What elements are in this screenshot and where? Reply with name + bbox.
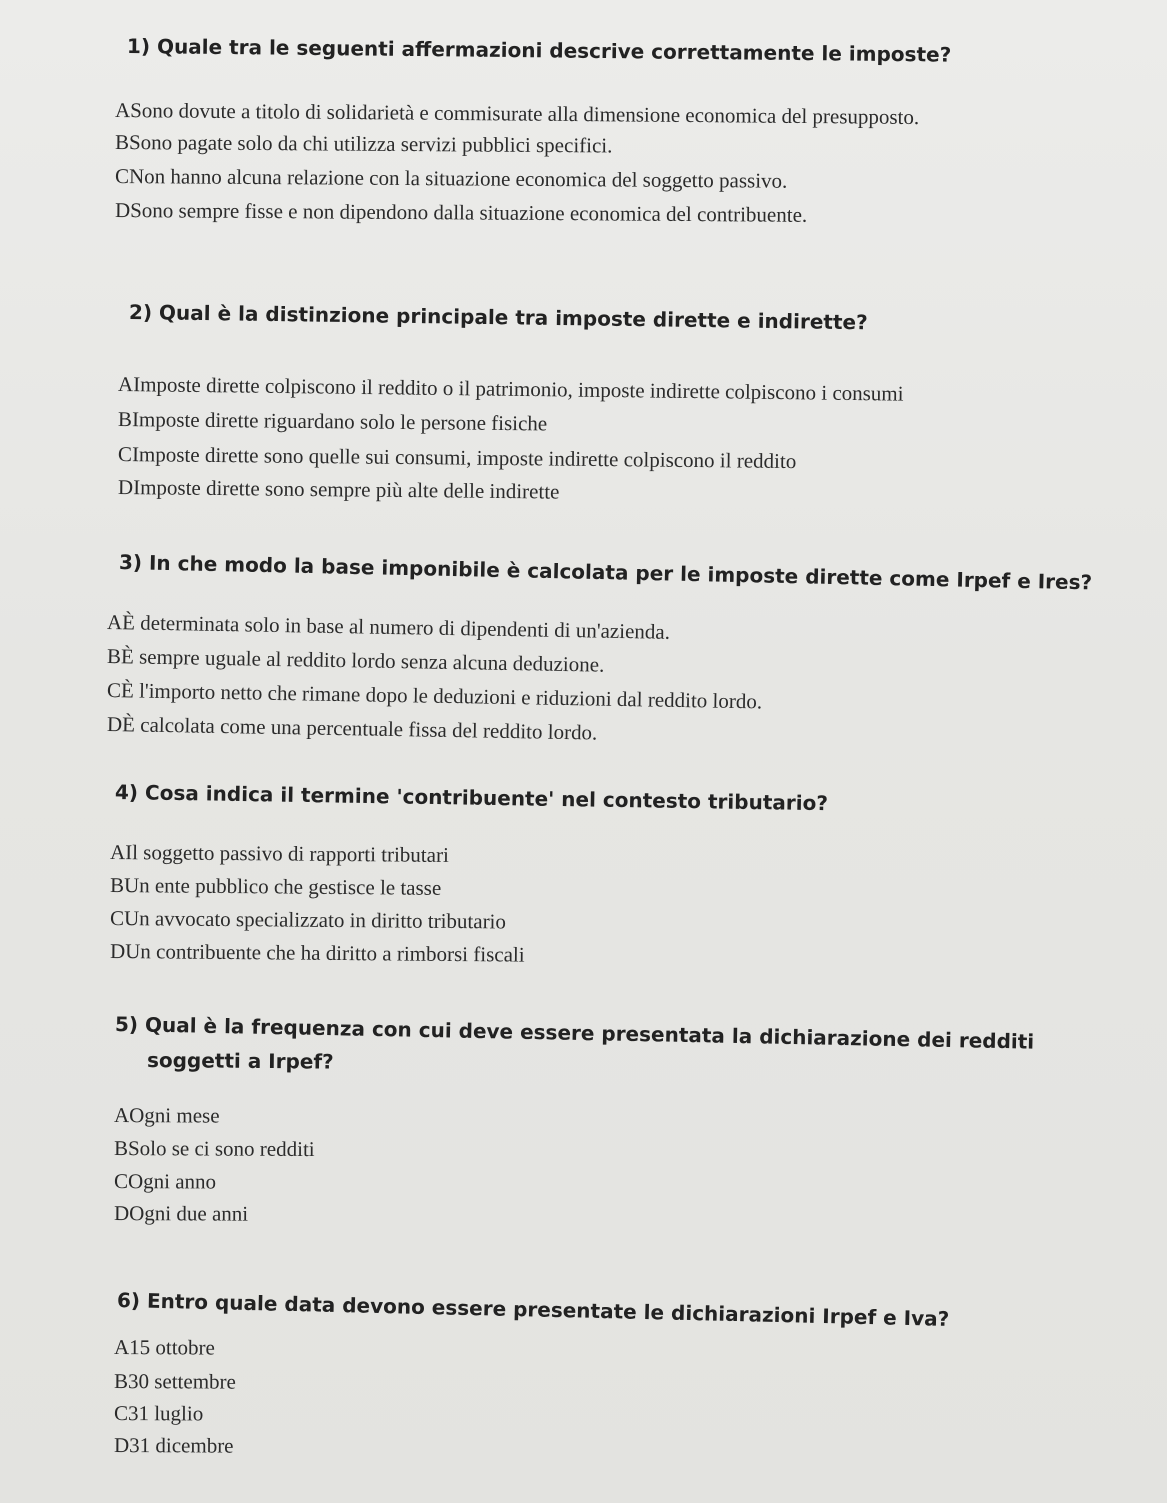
question-5-option-d: DOgni due anni xyxy=(113,1201,249,1226)
question-2-option-c: CImposte dirette sono quelle sui consumi, imposte indirette colpiscono il reddito xyxy=(117,442,797,474)
question-2-option-a: AImposte dirette colpiscono il reddito o il patrimonio, imposte indirette colpiscono i consumi xyxy=(117,372,904,406)
question-2-option-b: BImposte dirette riguardano solo le persone fisiche xyxy=(117,407,548,436)
question-1-option-c: CNon hanno alcuna relazione con la situazione economica del soggetto passivo. xyxy=(114,164,788,193)
question-6-title: 6) Entro quale data devono essere presentate le dichiarazioni Irpef e Iva? xyxy=(116,1288,950,1331)
question-2-title: 2) Qual è la distinzione principale tra imposte dirette e indirette? xyxy=(128,300,868,335)
question-6-option-c: C31 luglio xyxy=(113,1401,204,1426)
question-5-option-a: AOgni mese xyxy=(113,1103,220,1128)
question-6-option-b: B30 settembre xyxy=(113,1369,236,1394)
question-4-option-d: DUn contribuente che ha diritto a rimborsi fiscali xyxy=(109,939,525,967)
question-5-option-b: BSolo se ci sono redditi xyxy=(113,1136,315,1162)
question-5-title-line2: soggetti a Irpef? xyxy=(146,1048,334,1074)
question-1-title: 1) Quale tra le seguenti affermazioni descrive correttamente le imposte? xyxy=(126,34,952,67)
question-2-option-d: DImposte dirette sono sempre più alte delle indirette xyxy=(117,475,560,504)
question-1-option-d: DSono sempre fisse e non dipendono dalla situazione economica del contribuente. xyxy=(114,198,808,227)
question-4-option-a: AIl soggetto passivo di rapporti tributari xyxy=(109,840,449,867)
question-6-option-d: D31 dicembre xyxy=(113,1433,234,1458)
question-3-option-c: CÈ l'importo netto che rimane dopo le deduzioni e riduzioni dal reddito lordo. xyxy=(106,678,763,714)
question-3-option-a: AÈ determinata solo in base al numero di dipendenti di un'azienda. xyxy=(106,610,671,644)
question-4-option-b: BUn ente pubblico che gestisce le tasse xyxy=(109,873,442,900)
question-5-title: 5) Qual è la frequenza con cui deve essere presentata la dichiarazione dei redditi xyxy=(114,1012,1035,1054)
question-3-option-d: DÈ calcolata come una percentuale fissa del reddito lordo. xyxy=(106,712,598,745)
question-4-option-c: CUn avvocato specializzato in diritto tributario xyxy=(109,906,507,934)
question-6-option-a: A15 ottobre xyxy=(113,1335,215,1360)
question-1-option-a: ASono dovute a titolo di solidarietà e commisurate alla dimensione economica del presupposto. xyxy=(114,98,920,130)
question-1-option-b: BSono pagate solo da chi utilizza servizi pubblici specifici. xyxy=(114,130,613,158)
question-5-option-c: COgni anno xyxy=(113,1169,217,1194)
question-3-title: 3) In che modo la base imponibile è calcolata per le imposte dirette come Irpef e Ires? xyxy=(118,550,1093,595)
question-3-option-b: BÈ sempre uguale al reddito lordo senza alcuna deduzione. xyxy=(106,644,605,677)
question-4-title: 4) Cosa indica il termine 'contribuente' nel contesto tributario? xyxy=(114,780,829,816)
